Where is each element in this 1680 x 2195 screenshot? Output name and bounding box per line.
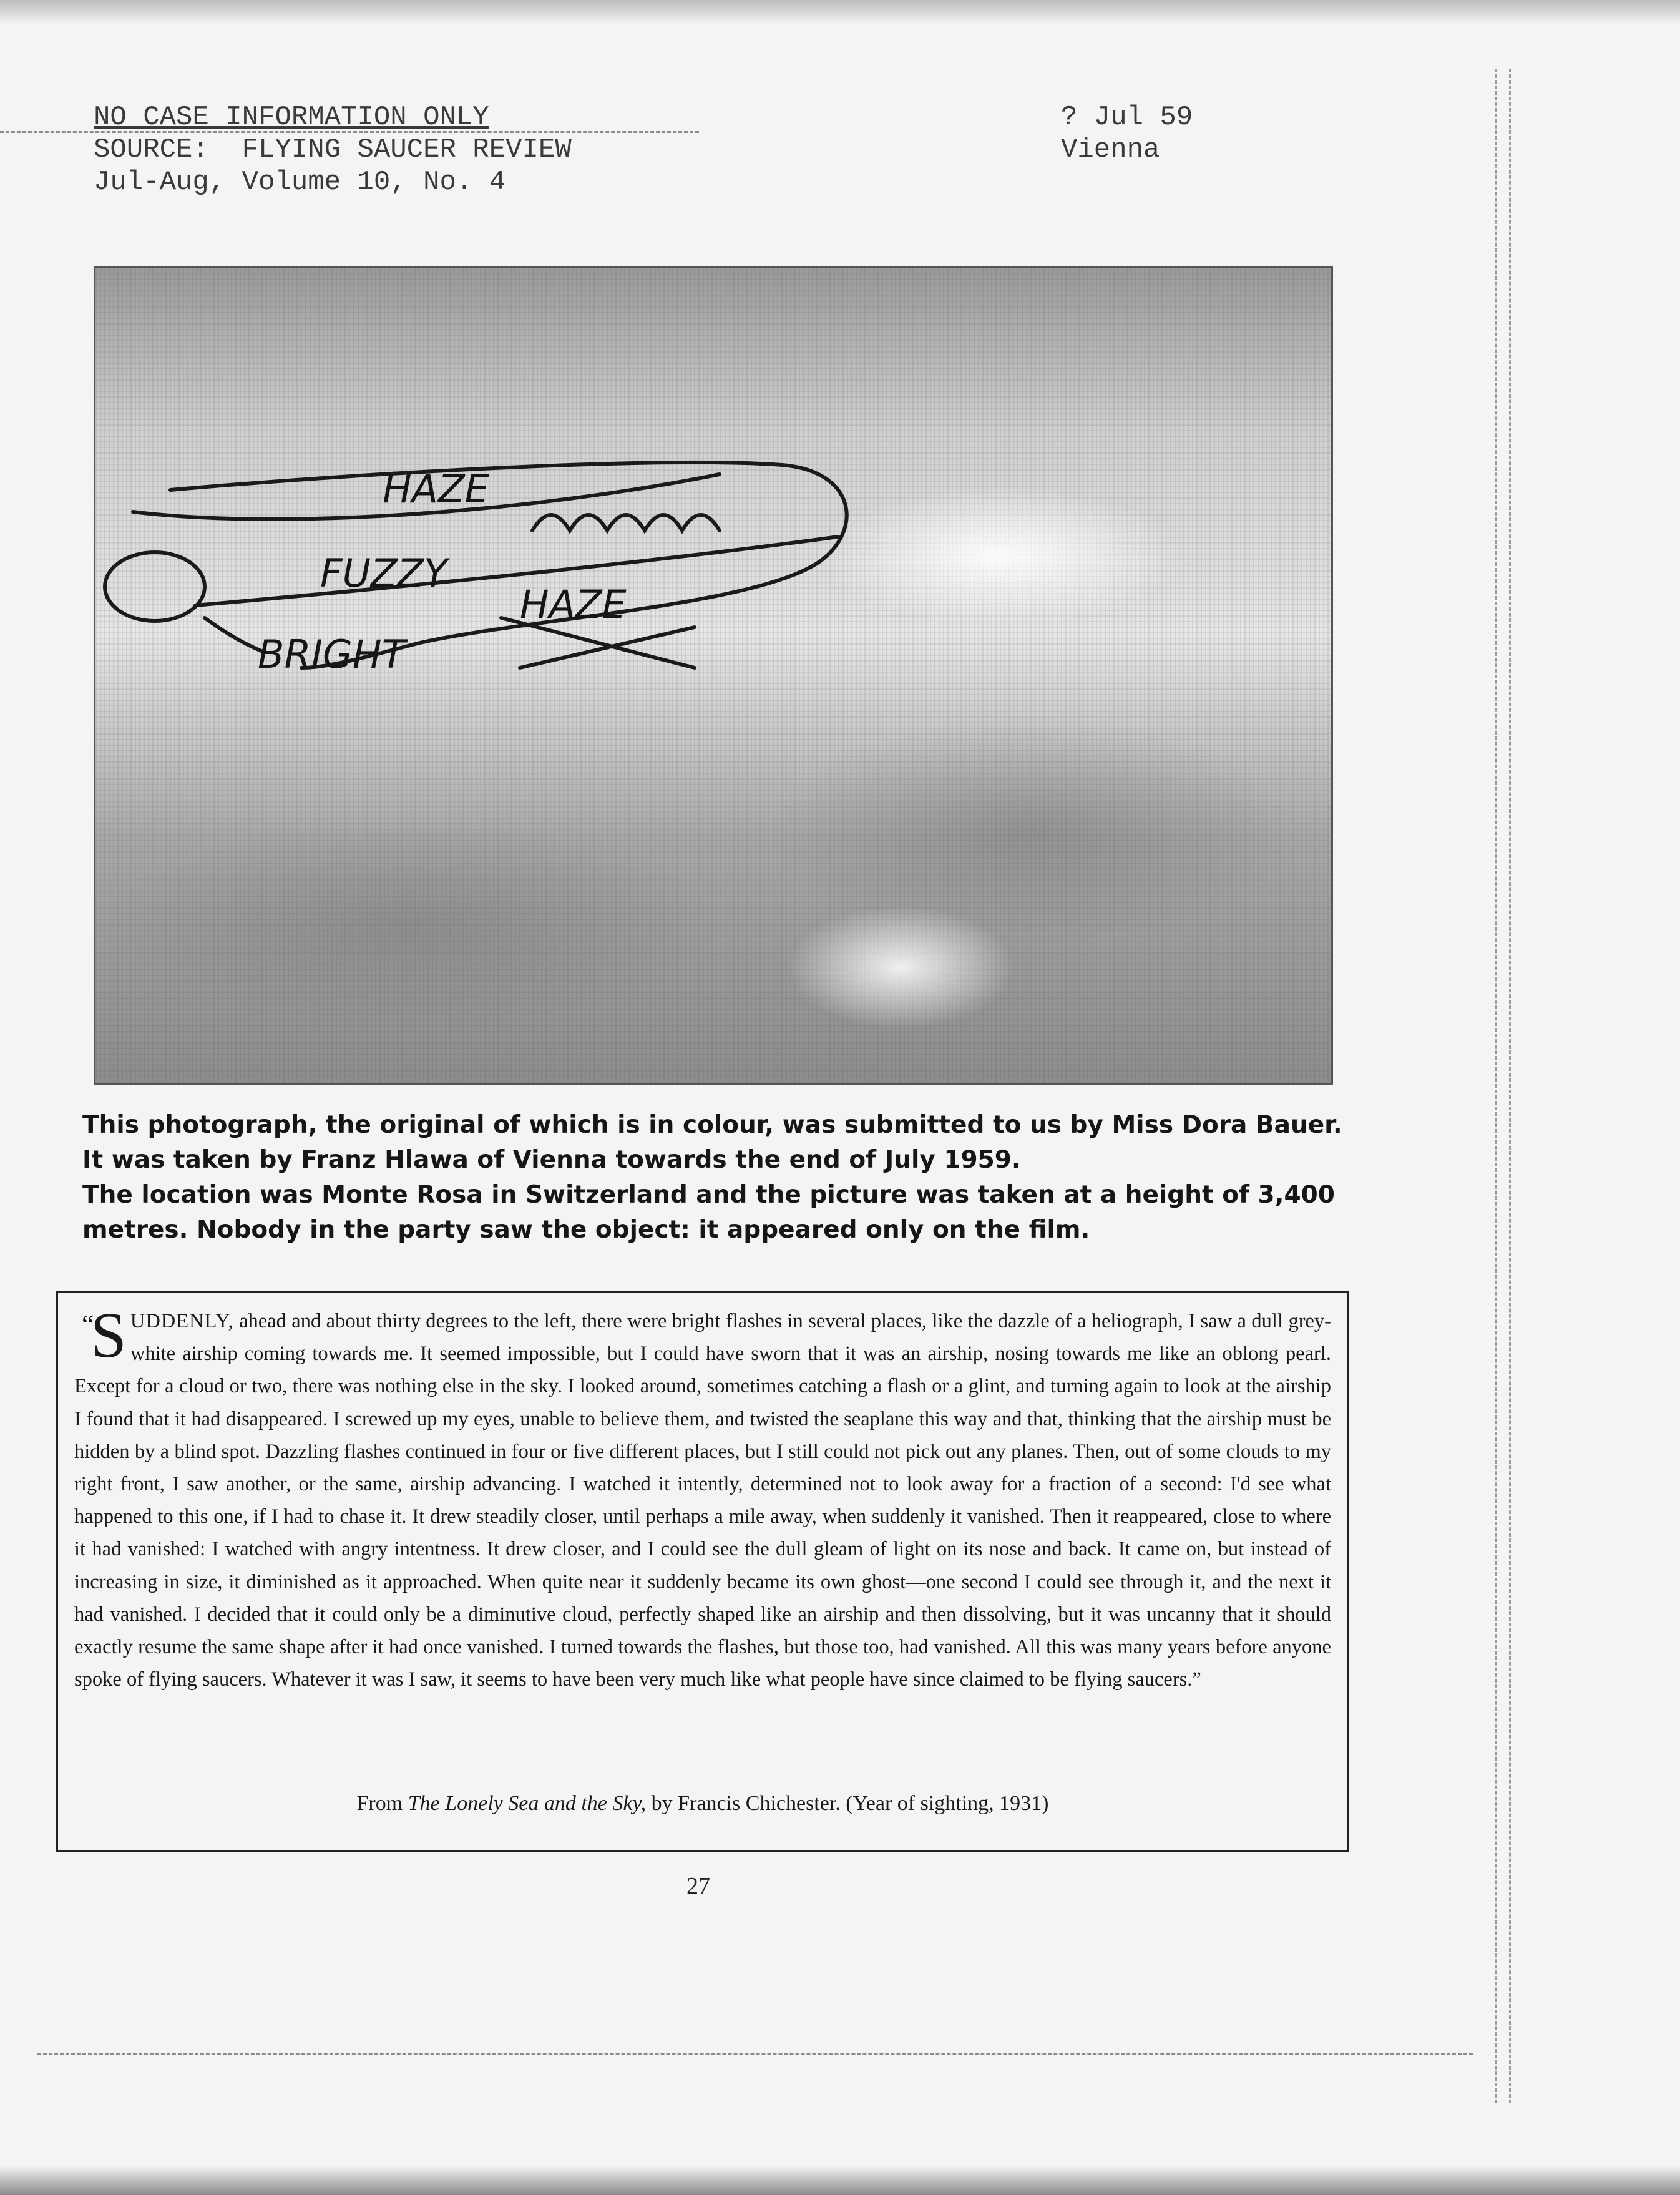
caption-line: This photograph, the original of which is in colour, was submitted to us by Miss Dora Bauer.	[82, 1111, 1342, 1139]
annotation-bright: BRIGHT	[258, 632, 406, 677]
open-quote-mark: “	[82, 1309, 94, 1340]
sighting-date: ? Jul 59	[1061, 102, 1193, 133]
quote-source	[58, 1792, 1347, 1816]
photo-caption	[82, 1108, 1355, 1248]
quote-first-word: UDDENLY,	[130, 1310, 234, 1332]
sighting-photograph	[94, 266, 1333, 1085]
fuzzy-wave	[532, 515, 720, 530]
scan-fold-line-2	[1509, 69, 1511, 2103]
bright-pointer	[205, 618, 264, 652]
footer-dashed-rule	[37, 2053, 1473, 2055]
caption-line: The location was Monte Rosa in Switzerland and the picture was taken at a height of 3,400	[82, 1181, 1335, 1209]
source-book-title: The Lonely Sea and the Sky,	[408, 1792, 647, 1815]
quote-body: ahead and about thirty degrees to the left, there were bright flashes in several places, like the dazzle of a heliograph, I saw a dull grey-white airship coming towards me. It seemed impossible, but I could have sworn that it was an airship, nosing towards me like an oblong pearl. Except for a cloud or two, there was nothing else in the sky. I looked around, sometimes catching a flash or a glint, and turning again to look at the airship I found that it had disappeared. I screwed up my eyes, unable to believe them, and twisted the seaplane this way and that, thinking that the airship must be hidden by a blind spot. Dazzling flashes continued in four or five different places, but I still could not pick out any planes. Then, out of some clouds to my right front, I saw another, or the same, airship advancing. I watched it intently, determined not to look away for a fraction of a second: I'd see what happened to this one, if I had to chase it. It drew steadily closer, until perhaps a mile away, when suddenly it vanished. Then it reappeared, close to where it had vanished: I watched with angry intentness. It drew closer, and I could see the dull gleam of light on its nose and back. It came on, but instead of increasing in size, it diminished as it approached. When quite near it suddenly became its own ghost—one second I could see through it, and the next it had vanished. I decided that it could only be a diminutive cloud, perfectly shaped like an airship and then dissolving, but it was uncanny that it should exactly resume the same shape after it had once vanished. I turned towards the flashes, but those too, had vanished. All this was many years before anyone spoke of flying saucers. Whatever it was I saw, it seems to have been very much like what people have since claimed to be flying saucers.”	[74, 1310, 1332, 1691]
caption-line: It was taken by Franz Hlawa of Vienna towards the end of July 1959.	[82, 1146, 1021, 1174]
source-prefix: From	[356, 1792, 403, 1815]
photo-annotations	[95, 268, 1331, 1083]
source-suffix: by Francis Chichester. (Year of sighting, 1931)	[651, 1792, 1049, 1815]
scan-bottom-shadow	[0, 2166, 1680, 2195]
annotation-fuzzy: FUZZY	[320, 550, 447, 596]
bright-end-outline	[105, 552, 205, 621]
classification-stamp: NO CASE INFORMATION ONLY	[94, 102, 489, 133]
chichester-quote-box	[56, 1291, 1349, 1852]
scan-top-shadow	[0, 0, 1680, 25]
annotation-haze-right: HAZE	[520, 582, 627, 627]
annotation-underline	[195, 537, 838, 605]
annotation-haze-top: HAZE	[383, 466, 489, 512]
quote-text	[74, 1299, 1332, 1696]
scan-fold-line	[1495, 69, 1497, 2103]
issue-line: Jul-Aug, Volume 10, No. 4	[94, 167, 506, 198]
caption-line: metres. Nobody in the party saw the object: it appeared only on the film.	[82, 1216, 1090, 1244]
drop-cap: S	[90, 1299, 127, 1371]
page-number: 27	[686, 1873, 710, 1899]
source-line: SOURCE: FLYING SAUCER REVIEW	[94, 134, 572, 165]
sighting-location: Vienna	[1061, 134, 1160, 165]
